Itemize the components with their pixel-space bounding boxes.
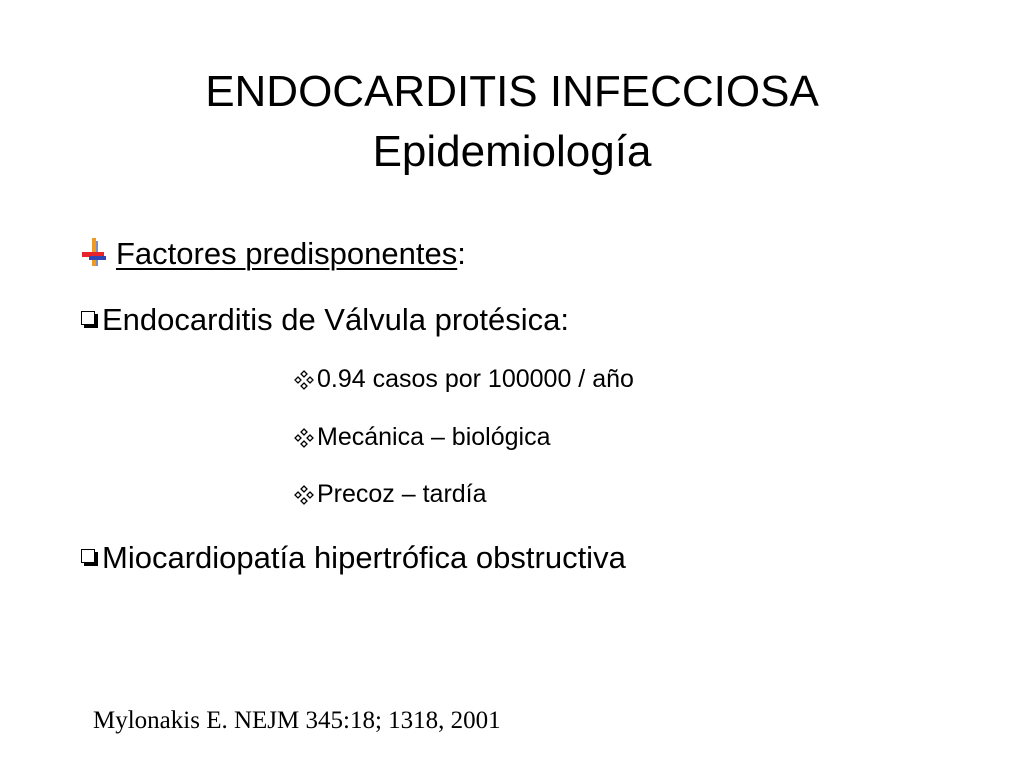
factores-label: Factores predisponentes <box>116 236 458 271</box>
citation: Mylonakis E. NEJM 345:18; 1318, 2001 <box>93 707 501 734</box>
sub-bullet-3-text: Precoz – tardía <box>317 480 487 508</box>
checkbox-square-icon <box>80 546 98 568</box>
bullet-miocardiopatia <box>80 540 626 576</box>
four-diamond-icon <box>294 428 314 448</box>
title-line-2: Epidemiología <box>372 127 652 176</box>
pushpin-bullet-icon <box>80 237 106 271</box>
four-diamond-icon <box>294 370 314 390</box>
sub-bullet-2 <box>294 423 550 452</box>
sub-bullet-1-text: 0.94 casos por 100000 / año <box>317 365 634 393</box>
protesica-text: Endocarditis de Válvula protésica: <box>102 302 569 337</box>
sub-bullet-2-text: Mecánica – biológica <box>317 423 551 451</box>
checkbox-square-icon <box>80 308 98 330</box>
sub-bullet-1 <box>294 365 634 394</box>
factores-colon: : <box>457 236 466 271</box>
miocardio-text: Miocardiopatía hipertrófica obstructiva <box>102 540 626 575</box>
slide-title <box>0 68 1024 176</box>
four-diamond-icon <box>294 485 314 505</box>
bullet-factores <box>80 236 466 272</box>
bullet-protesica <box>80 302 569 338</box>
sub-bullet-3 <box>294 480 487 509</box>
title-line-1: ENDOCARDITIS INFECCIOSA <box>205 67 819 116</box>
